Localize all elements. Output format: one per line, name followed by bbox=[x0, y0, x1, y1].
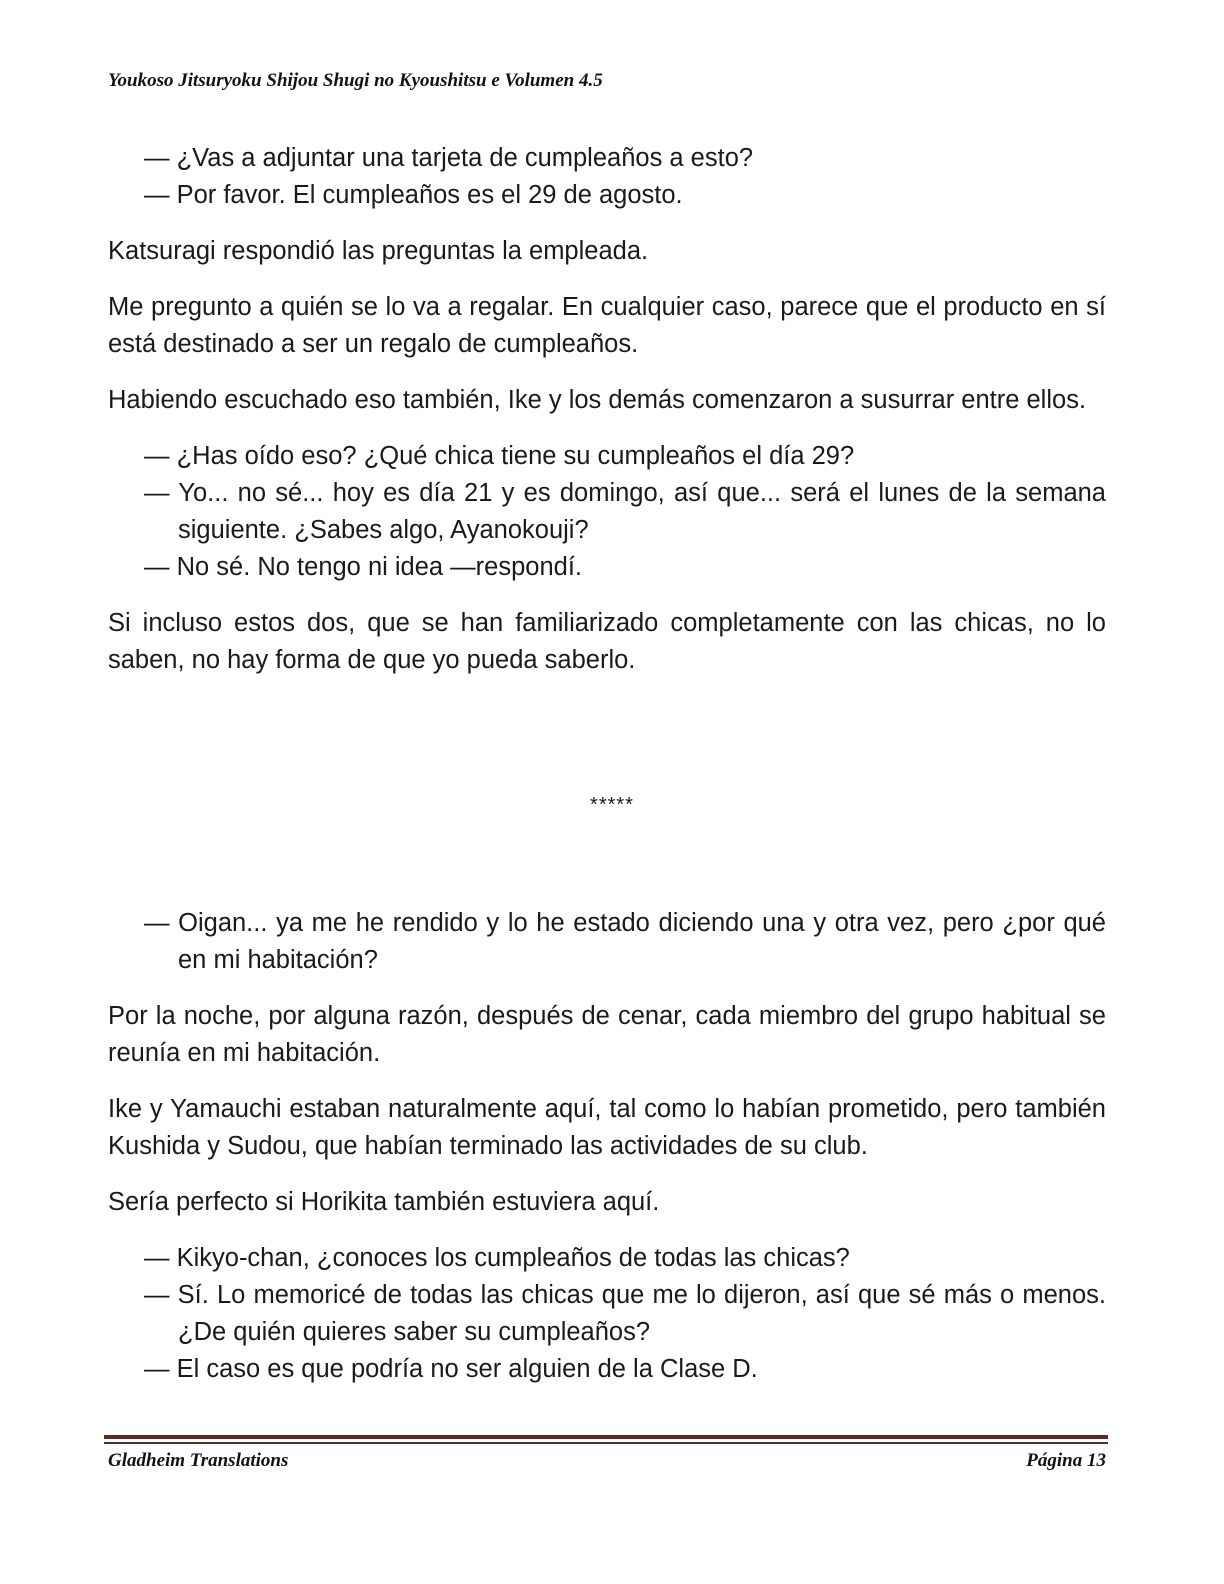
dialogue-line: — Sí. Lo memoricé de todas las chicas que me lo dijeron, así que sé más o menos. ¿De quién quieres saber su cumpleaños? bbox=[144, 1281, 1106, 1346]
footer-divider-thick bbox=[104, 1435, 1108, 1439]
dialogue-line: — ¿Vas a adjuntar una tarjeta de cumpleaños a esto? bbox=[144, 144, 754, 172]
dialogue-line: — Por favor. El cumpleaños es el 29 de agosto. bbox=[144, 181, 683, 209]
footer-translator-credit: Gladheim Translations bbox=[108, 1450, 289, 1471]
dialogue-line: — ¿Has oído eso? ¿Qué chica tiene su cumpleaños el día 29? bbox=[144, 442, 855, 470]
dialogue-line: — Kikyo-chan, ¿conoces los cumpleaños de todas las chicas? bbox=[144, 1244, 850, 1272]
paragraph: Habiendo escuchado eso también, Ike y los demás comenzaron a susurrar entre ellos. bbox=[108, 386, 1087, 414]
dialogue-line: — Oigan... ya me he rendido y lo he estado diciendo una y otra vez, pero ¿por qué en mi habitación? bbox=[144, 909, 1106, 974]
paragraph: Por la noche, por alguna razón, después de cenar, cada miembro del grupo habitual se reunía en mi habitación. bbox=[108, 1002, 1106, 1067]
dialogue-line: — No sé. No tengo ni idea —respondí. bbox=[144, 553, 582, 581]
paragraph: Me pregunto a quién se lo va a regalar. En cualquier caso, parece que el producto en sí está destinado a ser un regalo de cumpleaños. bbox=[108, 293, 1106, 358]
dialogue-line: — Yo... no sé... hoy es día 21 y es domingo, así que... será el lunes de la semana siguiente. ¿Sabes algo, Ayanokouji? bbox=[144, 479, 1106, 544]
scene-separator: ***** bbox=[590, 794, 634, 816]
dialogue-line: — El caso es que podría no ser alguien de la Clase D. bbox=[144, 1355, 758, 1383]
text-section-1 bbox=[108, 140, 1106, 679]
footer-divider-thin bbox=[104, 1442, 1108, 1444]
paragraph: Si incluso estos dos, que se han familiarizado completamente con las chicas, no lo saben, no hay forma de que yo pueda saberlo. bbox=[108, 609, 1106, 674]
footer-page-number: Página 13 bbox=[1026, 1450, 1106, 1471]
paragraph: Ike y Yamauchi estaban naturalmente aquí, tal como lo habían prometido, pero también Kushida y Sudou, que habían terminado las actividades de su club. bbox=[108, 1095, 1106, 1160]
text-section-2 bbox=[108, 905, 1106, 1388]
page-header-title: Youkoso Jitsuryoku Shijou Shugi no Kyoushitsu e Volumen 4.5 bbox=[108, 70, 603, 91]
paragraph: Katsuragi respondió las preguntas la empleada. bbox=[108, 237, 649, 265]
paragraph: Sería perfecto si Horikita también estuviera aquí. bbox=[108, 1188, 660, 1216]
